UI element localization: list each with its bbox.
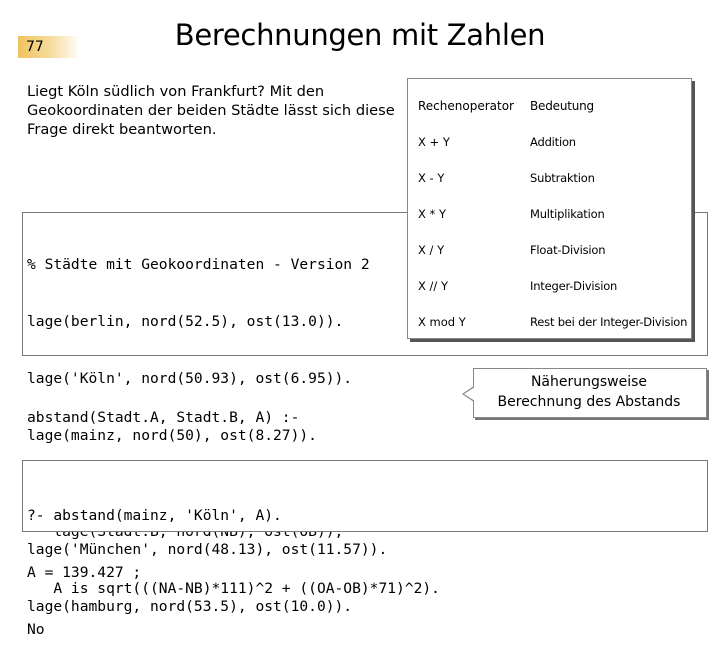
meaning-cell: Multiplikation — [530, 207, 605, 221]
operator-row — [408, 303, 691, 339]
operator-cell: X - Y — [418, 171, 445, 185]
code-line: lage(mainz, nord(50), ost(8.27)). — [27, 427, 317, 444]
operator-cell: X mod Y — [418, 315, 466, 329]
code-line: A = 139.427 ; — [27, 564, 142, 581]
callout-line: Näherungsweise — [530, 374, 648, 390]
operator-cell: X + Y — [418, 135, 450, 149]
header-meaning: Bedeutung — [530, 99, 594, 113]
code-line: lage(berlin, nord(52.5), ost(13.0)). — [27, 313, 344, 330]
code-line: A is sqrt(((NA-NB)*111)^2 + ((OA-OB)*71)^2). — [27, 580, 440, 597]
code-line: lage(hamburg, nord(53.5), ost(10.0)). — [27, 598, 353, 615]
operator-cell: X / Y — [418, 243, 445, 257]
slide-number: 77 — [26, 39, 44, 55]
operator-row — [408, 159, 691, 195]
code-line: abstand(Stadt.A, Stadt.B, A) :- — [27, 409, 300, 426]
operator-cell: X // Y — [418, 279, 448, 293]
operator-cell: X * Y — [418, 207, 446, 221]
slide-title: Berechnungen mit Zahlen — [174, 18, 546, 52]
intro-line: Geokoordinaten der beiden Städte lässt sich diese — [27, 102, 395, 119]
code-line: % Städte mit Geokoordinaten - Version 2 — [27, 256, 370, 273]
meaning-cell: Rest bei der Integer-Division — [530, 315, 688, 329]
operator-table — [407, 78, 692, 339]
header-operator: Rechenoperator — [418, 99, 514, 113]
operator-row — [408, 267, 691, 303]
intro-line: Liegt Köln südlich von Frankfurt? Mit den — [27, 83, 325, 100]
intro-line: Frage direkt beantworten. — [27, 121, 217, 138]
meaning-cell: Addition — [530, 135, 576, 149]
intro-text — [27, 82, 397, 139]
callout-text — [473, 372, 705, 412]
code-line: lage('München', nord(48.13), ost(11.57)). — [27, 541, 388, 558]
meaning-cell: Float-Division — [530, 243, 606, 257]
code-query — [27, 468, 282, 658]
meaning-cell: Integer-Division — [530, 279, 618, 293]
code-line: ?- abstand(mainz, 'Köln', A). — [27, 507, 282, 524]
operator-row — [408, 195, 691, 231]
callout-line: Berechnung des Abstands — [497, 394, 681, 410]
meaning-cell: Subtraktion — [530, 171, 595, 185]
operator-row — [408, 123, 691, 159]
code-line: No — [27, 621, 45, 638]
operator-table-header — [408, 87, 691, 123]
code-line: lage('Köln', nord(50.93), ost(6.95)). — [27, 370, 353, 387]
operator-row — [408, 231, 691, 267]
